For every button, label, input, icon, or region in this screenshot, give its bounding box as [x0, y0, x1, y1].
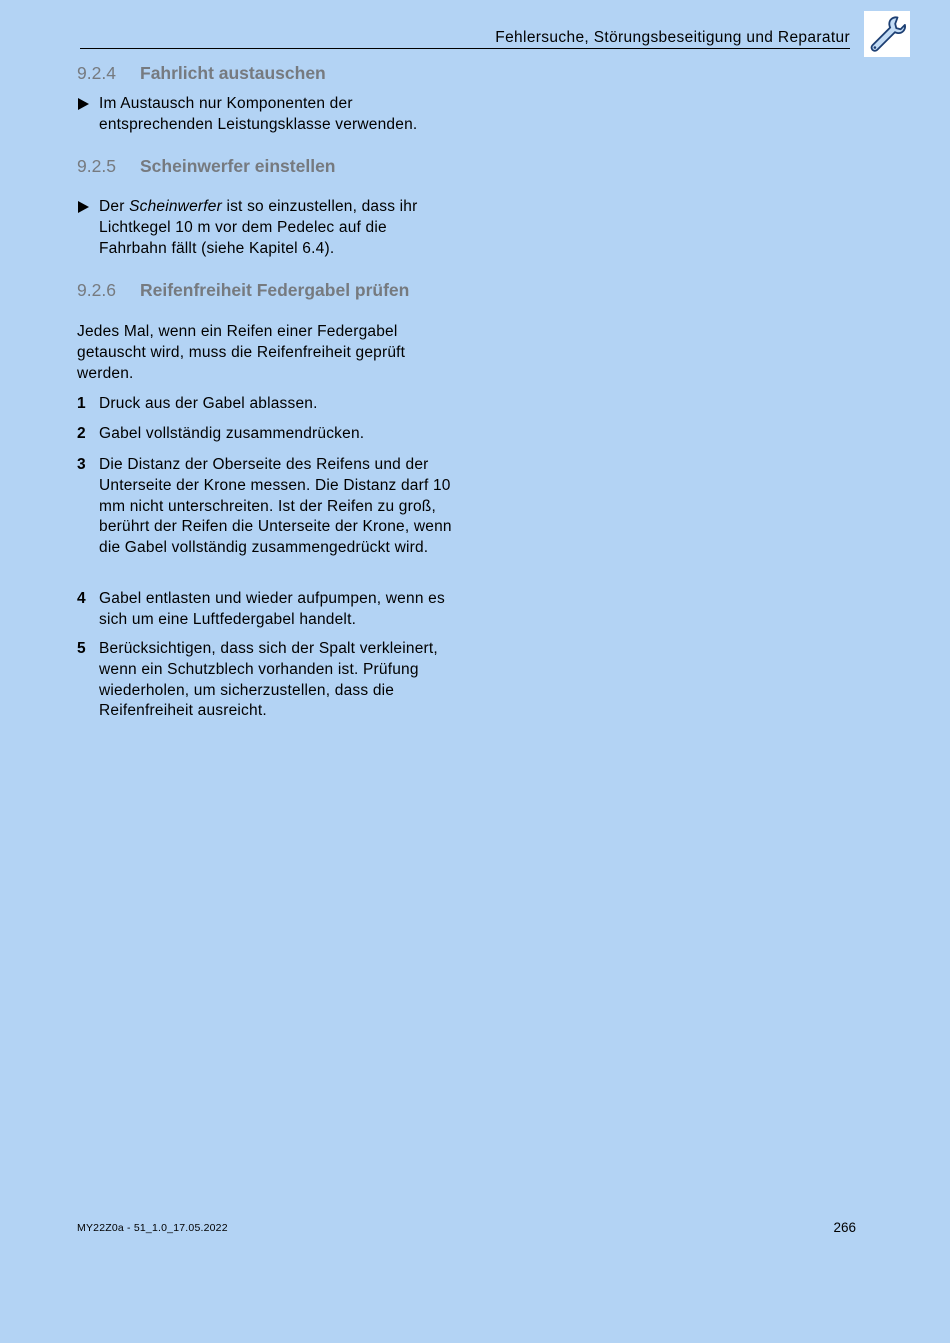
list-item [77, 94, 457, 136]
wrench-icon [864, 11, 910, 57]
step-2 [77, 424, 457, 445]
triangle-bullet-icon [78, 98, 89, 110]
step-number: 5 [77, 640, 86, 657]
bullet-text: Im Austausch nur Komponenten der entsprechenden Leistungsklasse verwenden. [99, 95, 418, 133]
step-number: 2 [77, 425, 86, 442]
section-number: 9.2.4 [77, 63, 116, 83]
list-item [77, 424, 457, 445]
section-heading-9-2-5 [77, 156, 336, 177]
chapter-icon-box [864, 11, 910, 57]
step-4 [77, 589, 457, 631]
list-item [77, 394, 457, 415]
section-title: Scheinwerfer einstellen [140, 156, 336, 176]
step-5 [77, 639, 457, 722]
step-number: 1 [77, 395, 86, 412]
step-number: 3 [77, 456, 86, 473]
bullet-list [77, 197, 457, 259]
section-title: Reifenfreiheit Federgabel prüfen [140, 280, 410, 300]
header-divider [80, 48, 850, 49]
step-text: Die Distanz der Oberseite des Reifens und der Unterseite der Krone messen. Die Distanz darf 10 mm nicht unterschreiten. Ist der Reifen zu groß, berührt der Reifen die Unterseite der Krone, wenn die Gabel vollständig zusammengedrückt wird. [99, 456, 452, 557]
bullet-text-before: Der [99, 198, 130, 215]
bullet-text-after: ist so einzustellen, dass ihr Lichtkegel 10 m vor dem Pedelec auf die Fahrbahn fällt (siehe Kapitel 6.4). [99, 198, 418, 257]
step-text: Gabel vollständig zusammendrücken. [99, 425, 365, 442]
step-text: Berücksichtigen, dass sich der Spalt verkleinert, wenn ein Schutzblech vorhanden ist. Prüfung wiederholen, um sicherzustellen, dass die Reifenfreiheit ausreicht. [99, 640, 438, 720]
step-3 [77, 455, 457, 559]
list-item [77, 455, 457, 559]
list-item [77, 589, 457, 631]
section-title: Fahrlicht austauschen [140, 63, 326, 83]
list-item [77, 197, 457, 259]
document-id: MY22Z0a - 51_1.0_17.05.2022 [77, 1222, 228, 1234]
list-item [77, 639, 457, 722]
step-text: Druck aus der Gabel ablassen. [99, 395, 318, 412]
section-heading-9-2-4 [77, 63, 326, 84]
section-number: 9.2.6 [77, 280, 116, 300]
section-heading-9-2-6 [77, 280, 409, 301]
page-number: 266 [833, 1220, 856, 1235]
step-number: 4 [77, 590, 86, 607]
intro-paragraph: Jedes Mal, wenn ein Reifen einer Federgabel getauscht wird, muss die Reifenfreiheit geprüft werden. [77, 323, 406, 382]
step-text: Gabel entlasten und wieder aufpumpen, wenn es sich um eine Luftfedergabel handelt. [99, 590, 445, 628]
section-number: 9.2.5 [77, 156, 116, 176]
step-1 [77, 394, 457, 415]
bullet-list [77, 94, 457, 136]
triangle-bullet-icon [78, 201, 89, 213]
chapter-title: Fehlersuche, Störungsbeseitigung und Reparatur [495, 29, 850, 46]
bullet-text-emphasis: Scheinwerfer [129, 198, 222, 215]
